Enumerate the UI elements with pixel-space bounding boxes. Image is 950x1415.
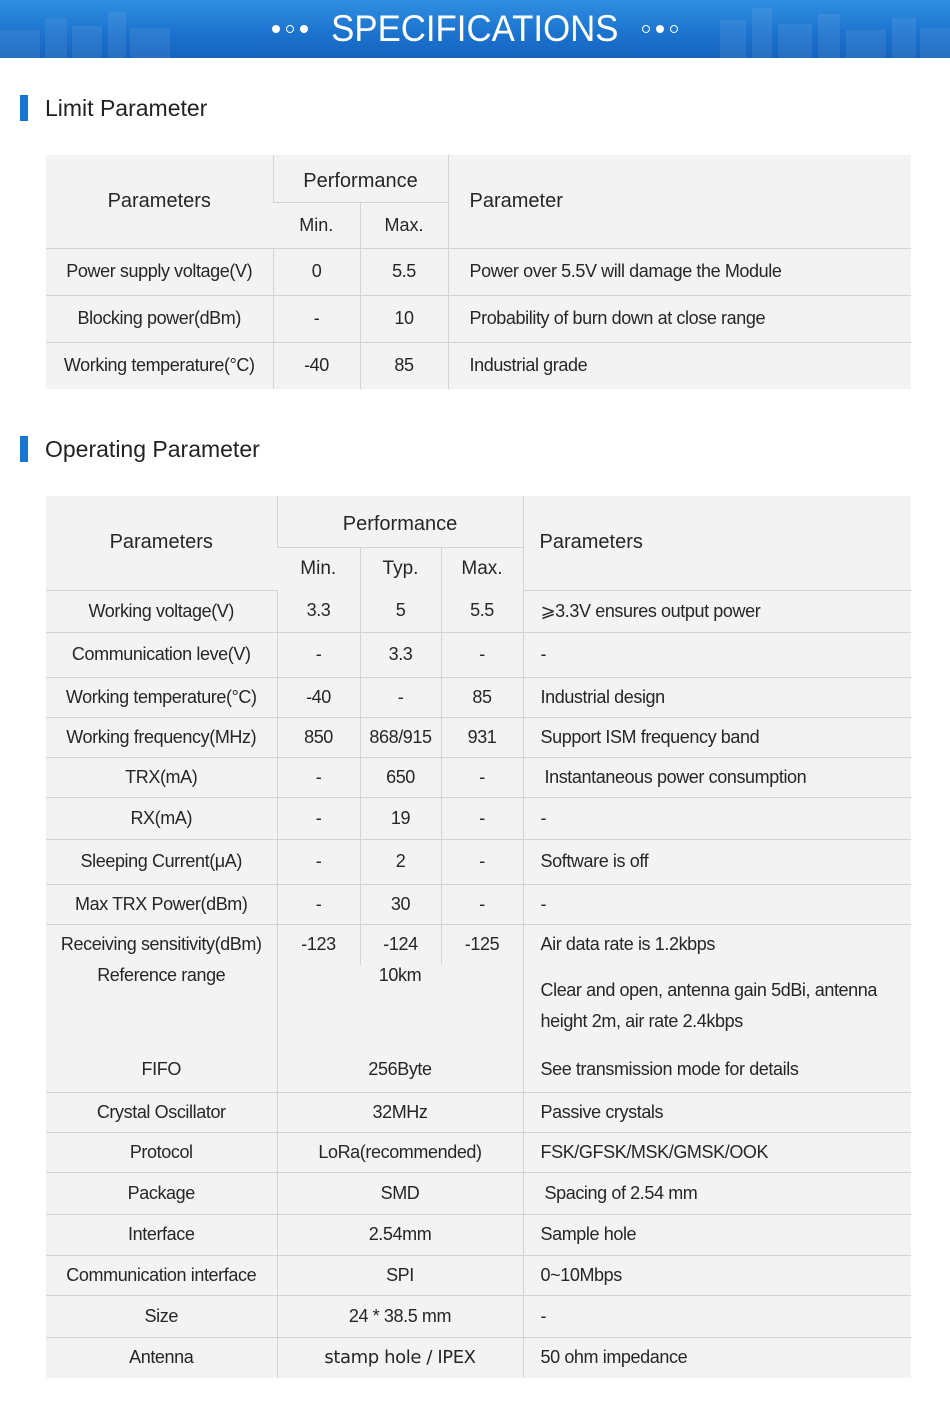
heading-accent-bar	[20, 95, 28, 121]
cell-param: FIFO	[46, 1047, 277, 1092]
table-row	[46, 677, 911, 717]
table-row	[46, 924, 911, 965]
cell-max: 85	[441, 677, 523, 717]
cell-max: 85	[360, 342, 448, 389]
limit-parameter-table	[46, 155, 911, 389]
cell-note: See transmission mode for details	[523, 1047, 911, 1092]
cell-note: 0~10Mbps	[523, 1255, 911, 1295]
page-title: SPECIFICATIONS	[331, 8, 619, 49]
cell-min: -40	[277, 677, 360, 717]
cell-param: Communication leve(V)	[46, 632, 277, 677]
operating-parameter-table	[46, 496, 911, 1378]
header-parameter-note: Parameter	[448, 155, 911, 248]
cell-note: Sample hole	[523, 1214, 911, 1255]
cell-typ: 5	[360, 590, 441, 632]
cell-value: stamp hole / IPEX	[277, 1337, 523, 1378]
table-row	[46, 884, 911, 924]
cell-param: Antenna	[129, 1347, 194, 1368]
cell-param: Interface	[46, 1214, 277, 1255]
cell-max: 10	[360, 295, 448, 342]
cell-note: Clear and open, antenna gain 5dBi, antenna height 2m, air rate 2.4kbps	[523, 965, 911, 1047]
cell-param: Crystal Oscillator	[46, 1092, 277, 1132]
cell-param: Protocol	[46, 1132, 277, 1172]
cell-value: LoRa(recommended)	[277, 1132, 523, 1172]
header-min: Min.	[300, 557, 337, 579]
cell-note: -	[523, 797, 911, 839]
cell-value: SMD	[277, 1172, 523, 1214]
heading-accent-bar	[20, 436, 28, 462]
table-row	[46, 1214, 911, 1255]
table-row	[46, 632, 911, 677]
cell-note: Instantaneous power consumption	[523, 757, 911, 797]
cell-min: -	[277, 757, 360, 797]
cell-note: ⩾3.3V ensures output power	[523, 590, 911, 632]
table-row	[46, 1172, 911, 1214]
cell-min: 850	[277, 717, 360, 757]
cell-param: Working temperature(°C)	[63, 355, 255, 376]
header-performance: Performance	[273, 155, 448, 202]
dot-icon	[642, 25, 650, 33]
cell-value: SPI	[277, 1255, 523, 1295]
cell-max: 5.5	[360, 248, 448, 295]
cell-max: -	[441, 839, 523, 884]
table-row	[46, 1337, 911, 1378]
cell-note: Support ISM frequency band	[523, 717, 911, 757]
cell-note: FSK/GFSK/MSK/GMSK/OOK	[523, 1132, 911, 1172]
header-performance: Performance	[277, 496, 523, 547]
cell-typ: 30	[360, 884, 441, 924]
cell-value: 256Byte	[277, 1047, 523, 1092]
cell-note: Air data rate is 1.2kbps	[523, 924, 911, 965]
cell-note: Spacing of 2.54 mm	[523, 1172, 911, 1214]
table-header-row	[46, 496, 911, 547]
cell-typ: 19	[360, 797, 441, 839]
header-max: Max.	[360, 202, 448, 248]
table-row	[46, 1295, 911, 1337]
table-row-reference-range	[46, 965, 911, 1047]
cell-min: -40	[273, 342, 360, 389]
cell-min: -	[277, 839, 360, 884]
cell-param: Size	[46, 1295, 277, 1337]
cell-param: Blocking power(dBm)	[46, 295, 273, 342]
table-row	[46, 342, 911, 389]
cell-min: -	[273, 295, 360, 342]
cell-param: Working temperature(°C)	[46, 677, 277, 717]
cell-value: 2.54mm	[277, 1214, 523, 1255]
dot-icon	[272, 25, 280, 33]
table-row	[46, 1092, 911, 1132]
header-typ: Typ.	[360, 547, 441, 590]
cell-min: 3.3	[277, 590, 360, 632]
limit-heading-text: Limit Parameter	[45, 94, 208, 121]
table-row	[46, 717, 911, 757]
header-max: Max.	[441, 547, 523, 590]
cell-note: -	[523, 1295, 911, 1337]
table-row	[46, 1132, 911, 1172]
cell-param: Package	[46, 1172, 277, 1214]
cell-param: TRX(mA)	[46, 757, 277, 797]
cell-note: -	[523, 884, 911, 924]
header-parameters: Parameters	[46, 496, 277, 590]
cell-param: Max TRX Power(dBm)	[46, 884, 277, 924]
table-row	[46, 757, 911, 797]
table-row	[46, 590, 911, 632]
cell-typ: 3.3	[360, 632, 441, 677]
cell-param: RX(mA)	[46, 797, 277, 839]
cell-max: -	[441, 797, 523, 839]
cell-max: -125	[441, 924, 523, 965]
left-dots-ornament	[272, 25, 308, 33]
cell-param: Receiving sensitivity(dBm)	[60, 934, 262, 955]
cell-note: Power over 5.5V will damage the Module	[448, 248, 911, 295]
table-row	[46, 295, 911, 342]
cell-param: Power supply voltage(V)	[46, 248, 273, 295]
header-min: Min.	[273, 202, 360, 248]
cell-max: -	[441, 757, 523, 797]
cell-max: 5.5	[441, 590, 523, 632]
cell-max: -	[441, 884, 523, 924]
table-row	[46, 248, 911, 295]
cell-param: Sleeping Current(μA)	[46, 839, 277, 884]
cell-typ: 650	[360, 757, 441, 797]
dot-icon	[670, 25, 678, 33]
cell-typ: 2	[360, 839, 441, 884]
header-parameters-note: Parameters	[523, 496, 911, 590]
cell-min: -	[277, 797, 360, 839]
cell-note: Industrial design	[523, 677, 911, 717]
cell-note: Industrial grade	[448, 342, 911, 389]
table-row	[46, 1047, 911, 1092]
cell-min: -	[277, 632, 360, 677]
cell-note: Probability of burn down at close range	[448, 295, 911, 342]
cell-max: 931	[441, 717, 523, 757]
table-row	[46, 1255, 911, 1295]
right-dots-ornament	[642, 25, 678, 33]
cell-min: -	[277, 884, 360, 924]
table-row	[46, 839, 911, 884]
cell-note: -	[523, 632, 911, 677]
cell-typ: -124	[360, 924, 441, 965]
cell-typ: -	[360, 677, 441, 717]
dot-icon	[656, 25, 664, 33]
table-header-row	[46, 155, 911, 202]
limit-section-heading	[20, 95, 207, 121]
cell-min: 0	[273, 248, 360, 295]
header-parameters: Parameters	[46, 155, 273, 248]
cell-note: 50 ohm impedance	[523, 1337, 911, 1378]
operating-heading-text: Operating Parameter	[45, 435, 260, 462]
cell-value: 10km	[277, 965, 523, 1047]
specifications-banner	[0, 0, 950, 58]
cell-value: 24 * 38.5 mm	[277, 1295, 523, 1337]
cell-param: Communication interface	[46, 1255, 277, 1295]
cell-typ: 868/915	[360, 717, 441, 757]
table-row	[46, 797, 911, 839]
cell-param: Working frequency(MHz)	[46, 717, 277, 757]
cell-param: Working voltage(V)	[46, 590, 277, 632]
cell-note: Software is off	[523, 839, 911, 884]
cell-note: Passive crystals	[523, 1092, 911, 1132]
dot-icon	[300, 25, 308, 33]
cell-min: -123	[277, 924, 360, 965]
cell-max: -	[441, 632, 523, 677]
cell-param: Reference range	[97, 965, 226, 985]
operating-section-heading	[20, 436, 260, 462]
dot-icon	[286, 25, 294, 33]
cell-value: 32MHz	[277, 1092, 523, 1132]
